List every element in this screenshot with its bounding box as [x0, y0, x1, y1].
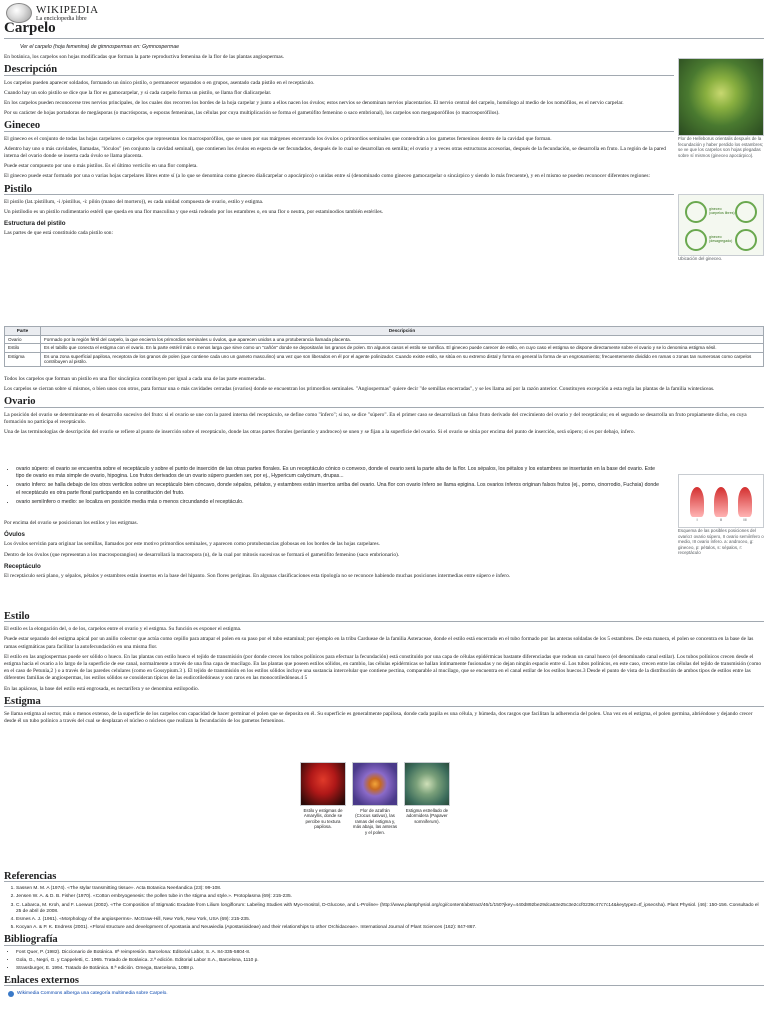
article-body-4: [4, 608, 764, 728]
paragraph: El gineceo es el conjunto de todas las hojas carpelares o carpelos que representan los macrosporófilos, que se unen por sus márgenes encerrando los óvulos o primordios seminales que contendrán a los gametos femeninos dentro de la cavidad que forman.: [4, 135, 552, 142]
section-heading-estigma: Estigma: [4, 698, 764, 707]
flower-diagram-icon: [735, 229, 757, 251]
page-title: Carpelo: [4, 20, 764, 39]
thumb-gineceo: [678, 194, 764, 262]
paragraph: Puede estar compuesto por uno o más pistilos. Es el último verticilo en una flor completa.: [4, 163, 198, 170]
helleborus-image[interactable]: [678, 58, 764, 136]
paragraph: El gineceo puede estar formado por una o varias hojas carpelares libres entre sí (a lo que se denomina como gineceo dialicarpelar o apocárpico) o unidas entre sí (denominado como gineceo gamocarpelar o sincárpico y siendo lo más frecuente), y en el mismo se pueden reconocer diferentes regiones:: [4, 173, 651, 180]
diagram-label: gineceo (desagregado): [709, 235, 733, 243]
gallery-caption: Estilo y estigmas de Amaryllis, donde se percibe su textura papilosa.: [303, 808, 343, 830]
ovary-shape: [738, 487, 752, 517]
table-cell: Es el tabillo que conecta el estigma con el ovario. En la parte estéril más o menos larga que sirve como un "cañón" donde se depositarán los granos de polen. En algunos casos el estilo se ramifica. El gineceo puede carecer de estilo, en cuyo caso el estigma se dispone directamente sobre el ovario y se lo denomina estigma sésil.: [41, 344, 764, 353]
list-item: • ovario semiínfero o medio: se localiza en posición media más o menos circundando el receptáculo.: [16, 499, 664, 506]
table-row: [5, 335, 764, 344]
papaver-image[interactable]: [404, 762, 450, 806]
bibliography-item: • Font Quer, P. (1982). Diccionario de Botánica. 8ª reimpresión. Barcelona: Editorial Labor, S. A. 84-335-5804-8.: [16, 950, 764, 956]
ovario-list: [4, 466, 664, 509]
table-cell: Estigma: [5, 352, 41, 366]
table-cell: Ovario: [5, 335, 41, 344]
table-row: [5, 344, 764, 353]
reference-item: 4. Esmes A. J. (1961). «Morphology of the angiosperms». McGraw-Hill, New York, New York, USA (69): 215-235.: [16, 917, 764, 923]
reference-item: 1. Sassen M. M. A (1974). «The stylar transmitting tissue». Acta Botanica Neerlandica (23): 99-108.: [16, 886, 764, 892]
ovary-positions-image[interactable]: [678, 474, 764, 528]
thumb-ovary-positions: [678, 474, 764, 556]
paragraph: Una de las terminologías de descripción del ovario se refiere al punto de inserción sobre el receptáculo, donde las otras partes florales (periantio y androceo) se unen y se fijan a la superficie del ovario. Si el ovario se sitúa por encima del punto de inserción, será súpero; si es por debajo, ínfero.: [4, 429, 635, 436]
diagram-label: gineceo (carpelos libres): [709, 207, 735, 215]
paragraph: El pistilo (lat.:pistillum, -i /pistillus, -i: pilón (mano del mortero)), es cada unidad compuesta de ovario, estilo y estigma.: [4, 198, 264, 205]
table-cell: Es una zona superficial papilosa, receptora de los granos de polen (que contiene cada uno un gameto masculino) una vez que son liberados en él por el agente polinizador. Cuando existe estilo, se sitúa en su extremo distal y forma en general la forma de un engrosamiento; frecuentemente dividido en ramas o zonas tan numerosas como carpelos contribuyen al pistilo.: [41, 352, 764, 366]
subheading-receptaculo: Receptáculo: [4, 562, 41, 570]
section-heading-enlaces: Enlaces externos: [4, 977, 764, 986]
section-heading-descripcion: Descripción: [4, 66, 674, 75]
hatnote: Ver el carpelo (hoja femenina) de gimnospermas en: Gymnospermae: [20, 44, 179, 50]
table-header: Parte: [5, 327, 41, 336]
article-body-3: [4, 520, 664, 583]
paragraph: Se llama estigma al sector, más o menos extenso, de la superficie de los carpelos con capacidad de hacer germinar el polen que se deposita en él. Su superficie es generalmente papilosa, donde cada papila es una célula, y húmeda, dos rasgos que facilitan la adherencia del polen. Una vez en el estigma, el polen germina, abriéndose y dejando crecer desde él un tubo polínico a través del cual se desplazan el núcleo o núcleos que realizan la fecundación de los gametos femeninos.: [4, 711, 753, 725]
gallery-item: [404, 762, 450, 835]
gallery-caption: Flor de azafrán (Crocus sativus), las ramas del estigma y, más abajo, las anteras y el polen.: [352, 808, 398, 835]
reference-item: 2. Jensen W. A. & D. B. Fisher (1970). «Cotton embryogenesis: the pollen tube in the stigma and style.». Protoplasma (69): 215-235.: [16, 894, 764, 900]
diagram-label: I: [696, 517, 698, 523]
article-body: [4, 44, 674, 241]
stigma-gallery: [300, 762, 450, 835]
table-cell: Formado por la región fértil del carpelo, la que encierra los primordios seminales u óvulos, que aparecen unidos a una protuberancia llamada placenta.: [41, 335, 764, 344]
crocus-image[interactable]: [352, 762, 398, 806]
ovary-diagram: [738, 487, 752, 523]
paragraph: Las partes de que está constituido cada pistilo son:: [4, 230, 113, 237]
paragraph: Puede estar separado del estigma apical por un anillo colector que actúa como cepillo para atrapar el polen en su paso por el tubo estaminal; por ejemplo en la tribu Cardueae de la familia Asteraceae, donde el estilo está encerrado en el tubo formado por las anteras soldadas de los 5 estambres. De esta manera, el polen se concentra en la base de las ramas estigmáticas para facilitar la autofecundación en una misma flor.: [4, 636, 754, 650]
ovary-shape: [714, 487, 728, 517]
table-row: [5, 352, 764, 366]
pistil-parts-table: [4, 326, 764, 367]
bibliography-list: [4, 950, 764, 973]
paragraph: La posición del ovario se determinante en el desarrollo sucesivo del fruto: si el ovario se une con la pared interna del receptáculo, se define como "ínfero"; si no, se dice "súpero". En el primer caso se desarrollará un falso fruto derivado del crecimiento del ovario y del receptáculo; en el segundo se desarrolla un fruto propiamente dicho, en cuya formación no participa el receptáculo.: [4, 411, 747, 425]
reference-item: 5. Kocyan A. & P. K. Endress (2001). «Floral structure and development of Apostasia and Neuwiedia (Apostasioideae) and their relationships to other Orchidaceae». International Journal of Plant Sciences (162): 847-867.: [16, 925, 764, 931]
thumb-helleborus: [678, 58, 764, 158]
gallery-item: [352, 762, 398, 835]
section-heading-gineceo: Gineceo: [4, 122, 674, 131]
article-body-5: [4, 868, 764, 998]
paragraph: Los óvulos servirán para originar las semillas, llamados por este motivo primordios seminales, y aparecen como protuberancias globosas en los bordes de las hojas carpelares.: [4, 541, 380, 548]
paragraph: Dentro de los óvulos (que representan a los macrosporangios) se desarrollará la macrospora (n), de la cual por mitosis sucesivas se formará el gametófito femenino (saco embrionario).: [4, 551, 400, 558]
amaryllis-image[interactable]: [300, 762, 346, 806]
paragraph: El receptáculo será plano, y sépalos, pétalos y estambres están insertos en la base del hipanto. Son flores periginas. En algunas clasificaciones esta tipología no se reconoce habiendo muchas posiciones intermedias entre súpero e ínfero.: [4, 573, 511, 580]
gallery-caption: Estigma estrellado de adormidera (Papaver somniferum).: [405, 808, 449, 824]
commons-icon: [8, 991, 14, 997]
bibliography-item: • Strassburger, E. 1994. Tratado de Botánica. 8.ª edición. Omega, Barcelona, 1088 p.: [16, 966, 764, 972]
gineceo-diagram-image[interactable]: [678, 194, 764, 256]
commons-link-row[interactable]: [4, 990, 764, 997]
reference-item: 3. C. Labarca, M. Kroh, and F. Loewus (2002). «The Composition of Stigmatic Exudate from Lilium longiflorum: Labeling Studies with Myo-Inositol, D-Glucose, and L-Proline» (http://www.plantphysiol.org/cgi/content/abstract/46/1/150?jkey=440d892be29dca63e25c3e2ccf0239c47c7c14&keytype2=tf_ipsecsha). Plant Physiol. (46): 150-156. Consultado el 25 de abril de 2008.: [16, 903, 764, 915]
flower-diagram-icon: [685, 201, 707, 223]
list-item: • ovario súpero: el ovario se encuentra sobre el receptáculo y sobre el punto de inserción de las otras partes florales. Es un receptáculo cónico o convexo, donde el ovario será la parte alta de la flor. Los sépalos, los pétalos y los estambres se insertarán en la base del ovario. Este tipo de ovario es más simple de ovario, hipogina. Los frutos derivados de un ovario súpero pueden ser, por ej., Hypericum calycinum, drupas...: [16, 466, 664, 480]
ovary-diagram: [714, 487, 728, 523]
paragraph: Los carpelos pueden aparecer soldados, formando un único pistilo, o permanecer separados o en grupos, asentado cada pistilo en el receptáculo.: [4, 79, 315, 86]
paragraph: El estilo en las angiospermas puede ser sólido o hueco. En las plantas con estilo hueco el tejido de transmisión (por donde crecen los tubos polínicos para efectuar la fecundación) está constituido por una capa de células epidérmicas bastante diferenciadas que rodean un canal hueco (el denominado canal estilar). Los tubos polínicos crecen desde el estigma hacia el ovario a lo largo de la superficie de ese canal, normalmente a través de una fina capa de mucílago. En las plantas que poseen estilos sólidos, en cambio, las células epidérmicas se hallan íntimamente fusionadas y no dejan ningún espacio entre sí. Los tubos polínicos, en este caso, crecen entre las células del tejido de transmisión (como en el caso de Petunia,2 ) o a través de las paredes celulares (como en Gossypium.3 ). El tejido de transmisión en los estilos sólidos incluye una sustancia intercelular que contiene pectina, comparable al mucílago, que se encuentra en el canal estilar de los estilos huecos.3 Desde el punto de vista de la distribución de ambos tipos de estilos entre las diferentes familias de angiospermas, los estilos sólidos se consideran típicos de las eudicotiledóneas y son raros en las monocotiledóneas.4 5: [4, 653, 762, 682]
paragraph: Cuando hay un solo pistilo se dice que la flor es gamocarpelar, y si cada carpelo forma un pistilo, se llama flor dialicarpelar.: [4, 89, 272, 96]
paragraph: Por su carácter de hojas portadoras de megásporas (o macrósporas, o esporas femeninas, las células por cuya multiplicación se forma el gametófito femenino o saco embrional), los carpelos son megasporófilos (o macrosporófilos).: [4, 110, 500, 117]
paragraph: Los carpelos se cierran sobre sí mismos, o bien unos con otros, para formar una o más cavidades cerradas (ovarios) donde se encuentran los primordios seminales. "Angiospermas" quiere decir "de semillas encerradas", y se les llama así por la razón anterior. Constituyen excepción a esta regla las plantas de la familia winteráceas.: [4, 386, 715, 393]
site-wordmark[interactable]: WIKIPEDIA: [36, 4, 99, 16]
paragraph: Un pistilodio es un pistilo rudimentario estéril que queda en una flor masculina y que está rodeado por los estambres o, en una flor o neutra, por estaminodios también estériles.: [4, 209, 384, 216]
table-cell: Estilo: [5, 344, 41, 353]
thumb-caption: Esquema de las posibles posiciones del ovario:I ovario súpero, II ovario semiínfero o medio, III ovario ínfero. a: androceo, g: gineceo, p: pétalos, s: sépalos, r: receptáculo: [678, 528, 764, 556]
thumb-caption: Ubicación del gineceo.: [678, 256, 723, 261]
paragraph: En los carpelos pueden reconocerse tres nervios principales, de los cuales dos recorren los bordes de la hoja carpelar y junto a ellos nacen los óvulos; estos nervios se denominan nervios placentarios. El nervio central del carpelo, homólogo al medio de los nomófilos, es el nervio carpelar.: [4, 100, 624, 107]
section-heading-bibliografia: Bibliografía: [4, 936, 764, 945]
subheading-ovulos: Óvulos: [4, 531, 25, 539]
paragraph: Adentro hay uno o más cavidades, llamadas, "lóculos" (en conjunto la cavidad seminal), que contienen los óvulos en espera de ser fecundados, después de lo cual se desarrollan en semilla; el ovario y a veces otras estructuras accesorias, después de la fecundación, se desarrolla en fruto. La región de la pared interna del ovario donde se inserta cada óvulo se llama placenta.: [4, 145, 666, 160]
site-tagline: La enciclopedia libre: [36, 16, 87, 22]
paragraph: El estilo es la elongación del, o de los, carpelos entre el ovario y el estigma. Su función es exponer el estigma.: [4, 626, 242, 633]
article-body-2: [4, 376, 764, 439]
ovary-shape: [690, 487, 704, 517]
paragraph: Todos los carpelos que forman un pistilo en una flor sincárpica contribuyen por igual a cada una de las parte enumeradas.: [4, 376, 266, 382]
paragraph: En las apiáceas, la base del estilo está engrosada, es nectarífera y se denomina estilopodio.: [4, 685, 200, 692]
section-heading-pistilo: Pistilo: [4, 186, 674, 195]
section-heading-ovario: Ovario: [4, 398, 764, 407]
commons-link[interactable]: Wikimedia Commons alberga una categoría multimedia sobre Carpelo.: [17, 991, 168, 997]
flower-diagram-icon: [735, 201, 757, 223]
intro-paragraph: En botánica, los carpelos son hojas modificadas que forman la parte reproductiva femenina de la flor de las plantas angiospermas.: [4, 54, 285, 61]
paragraph: Por encima del ovario se posicionan los estilos y los estigmas.: [4, 520, 138, 526]
ovary-diagram: [690, 487, 704, 523]
subheading-estructura: Estructura del pistilo: [4, 220, 66, 228]
references-list: [4, 886, 764, 931]
list-item: • ovario ínfero: se halla debajo de los otros verticilos sobre un receptáculo bien cóncavo, donde sépalos, pétalos, y estambres están insertos arriba del ovario. Una flor con ovario ínfero se llama epigina. Los ovarios ínferos originan falsos frutos (ej., pomo, cinorrodio, Fuchsia) donde el receptáculo es otra parte floral participando en la constitución del fruto.: [16, 482, 664, 496]
gallery-item: [300, 762, 346, 835]
pistil-table-wrap: [4, 322, 764, 371]
diagram-label: II: [719, 517, 723, 523]
section-heading-estilo: Estilo: [4, 613, 764, 622]
section-heading-referencias: Referencias: [4, 873, 764, 882]
table-header: Descripción: [41, 327, 764, 336]
bibliography-item: • Gola, G., Negri, G. y Cappeletti, C. 1965. Tratado de Botánica. 2.ª edición. Editorial Labor S.A., Barcelona, 1110 p.: [16, 958, 764, 964]
diagram-label: III: [743, 517, 747, 523]
flower-diagram-icon: [685, 229, 707, 251]
thumb-caption: Flor de Helleborus orientalis después de la fecundación y haber perdido los estambres; se ve que los carpelos son hojas plegadas sobre sí mismos (gineceo apocárpico).: [678, 136, 764, 158]
